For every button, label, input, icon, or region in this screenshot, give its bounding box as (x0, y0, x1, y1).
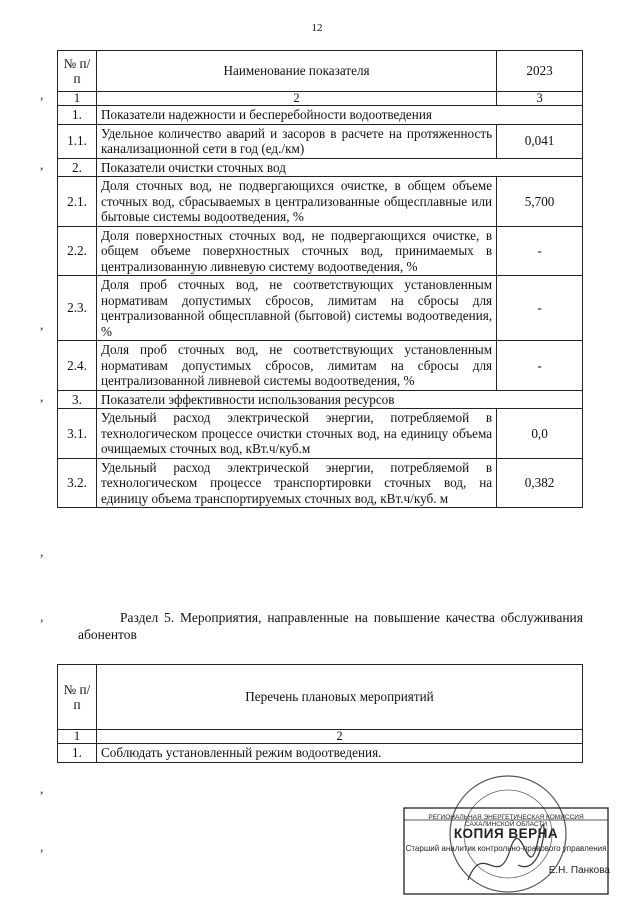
indicator-value: - (497, 276, 583, 341)
measure-text: Соблюдать установленный режим водоотведения. (96, 744, 582, 763)
margin-mark: , (40, 782, 44, 797)
header-num: № п/п (58, 665, 97, 730)
indicator-name: Доля проб сточных вод, не соответствующих установленным нормативам допустимых сбросов, лимитам на сбросы для централизованной общесплавной (бытовой) системы водоотведения, % (96, 276, 496, 341)
row-number: 1.1. (58, 124, 97, 158)
header-name: Перечень плановых мероприятий (96, 665, 582, 730)
page-number: 12 (311, 22, 323, 34)
table-row (58, 124, 583, 158)
indicator-value: 0,0 (497, 409, 583, 459)
column-numbers-row (58, 92, 583, 106)
row-number: 3.1. (58, 409, 97, 459)
stamp-position: Старший аналитик контрольно-правового управления (405, 844, 607, 853)
row-number: 3. (58, 390, 97, 409)
margin-mark: , (40, 318, 44, 333)
indicators-table (57, 50, 583, 508)
row-number: 1. (58, 744, 97, 763)
stamp-title: КОПИЯ ВЕРНА (453, 826, 559, 841)
table-row (58, 458, 583, 508)
table-row (58, 341, 583, 391)
row-number: 2.3. (58, 276, 97, 341)
margin-mark: , (40, 610, 44, 625)
section-row (58, 106, 583, 125)
col-number: 1 (58, 92, 97, 106)
indicator-name: Доля проб сточных вод, не соответствующих установленным нормативам допустимых сбросов, лимитам на сбросы для централизованной ливневой системы водоотведения, % (96, 341, 496, 391)
indicator-value: - (497, 226, 583, 276)
indicator-name: Доля поверхностных сточных вод, не подвергающихся очистке, в общем объеме поверхностных сточных вод, принимаемых в централизованную ливневую систему водоотведения, % (96, 226, 496, 276)
table-header-row (58, 51, 583, 92)
indicator-name: Удельный расход электрической энергии, потребляемой в технологическом процессе очистки сточных вод, на единицу объема очищаемых сточных вод, кВт.ч/куб.м (96, 409, 496, 459)
row-number: 2.1. (58, 177, 97, 227)
margin-mark: , (40, 840, 44, 855)
col-number: 2 (96, 92, 496, 106)
margin-mark: , (40, 88, 44, 103)
section-title: Показатели очистки сточных вод (96, 158, 582, 177)
section5-heading: Раздел 5. Мероприятия, направленные на повышение качества обслуживания абонентов (78, 610, 583, 642)
section-title: Показатели эффективности использования ресурсов (96, 390, 582, 409)
header-num: № п/п (58, 51, 97, 92)
table-row (58, 226, 583, 276)
col-number: 3 (497, 92, 583, 106)
row-number: 2.2. (58, 226, 97, 276)
row-number: 1. (58, 106, 97, 125)
stamp-name: Е.Н. Панкова (548, 865, 610, 876)
col-number: 2 (96, 730, 582, 744)
indicator-value: - (497, 341, 583, 391)
row-number: 2.4. (58, 341, 97, 391)
row-number: 2. (58, 158, 97, 177)
section-row (58, 158, 583, 177)
row-number: 3.2. (58, 458, 97, 508)
indicator-value: 0,041 (497, 124, 583, 158)
margin-mark: , (40, 390, 44, 405)
section-title: Показатели надежности и бесперебойности водоотведения (96, 106, 582, 125)
table-row (58, 177, 583, 227)
margin-mark: , (40, 545, 44, 560)
indicator-name: Удельное количество аварий и засоров в расчете на протяженность канализационной сети в год (ед./км) (96, 124, 496, 158)
measures-table (57, 664, 583, 763)
indicator-name: Удельный расход электрической энергии, потребляемой в технологическом процессе транспортировки сточных вод, на единицу объема транспортируемых сточных вод, кВт.ч/куб. м (96, 458, 496, 508)
stamp-org: РЕГИОНАЛЬНАЯ ЭНЕРГЕТИЧЕСКАЯ КОМИССИЯ САХАЛИНСКОЙ ОБЛАСТИ (428, 814, 584, 828)
header-name: Наименование показателя (96, 51, 496, 92)
table-row (58, 744, 583, 763)
header-year: 2023 (497, 51, 583, 92)
column-numbers-row (58, 730, 583, 744)
indicator-name: Доля сточных вод, не подвергающихся очистке, в общем объеме сточных вод, сбрасываемых в централизованные общесплавные или бытовые системы водоотведения, % (96, 177, 496, 227)
section-row (58, 390, 583, 409)
table-header-row (58, 665, 583, 730)
col-number: 1 (58, 730, 97, 744)
indicator-value: 5,700 (497, 177, 583, 227)
indicator-value: 0,382 (497, 458, 583, 508)
table-row (58, 276, 583, 341)
table-row (58, 409, 583, 459)
margin-mark: , (40, 158, 44, 173)
